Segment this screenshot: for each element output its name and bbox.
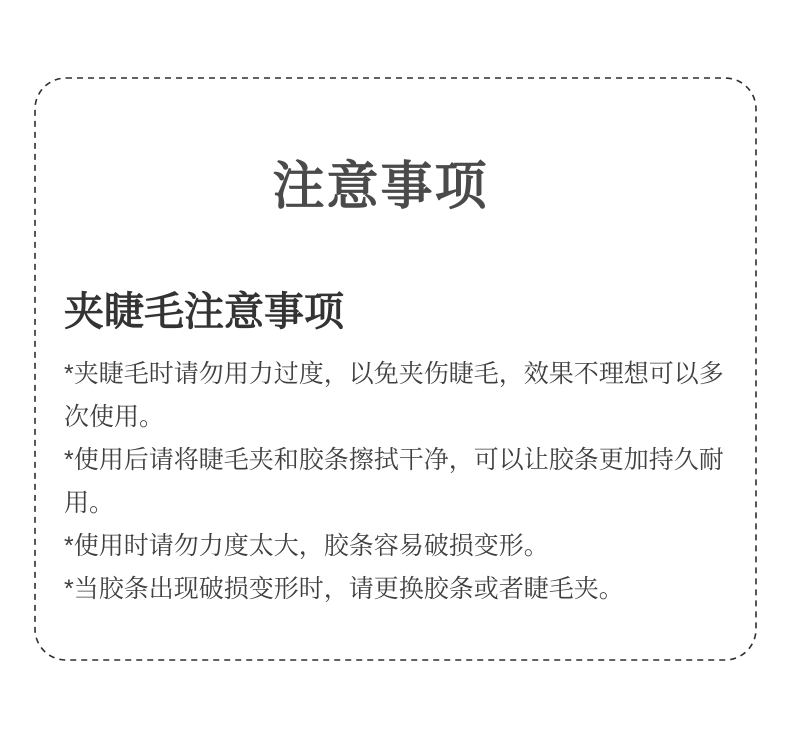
section-heading: 夹睫毛注意事项: [64, 290, 344, 334]
notice-item: *当胶条出现破损变形时，请更换胶条或者睫毛夹。: [64, 575, 624, 603]
notice-list: [64, 353, 727, 611]
notice-title: 注意事项: [272, 158, 489, 216]
notice-content: [34, 77, 757, 661]
notice-item: *使用时请勿力度太大，胶条容易破损变形。: [64, 532, 549, 560]
notice-item: *使用后请将睫毛夹和胶条擦拭干净，可以让胶条更加持久耐用。: [64, 446, 724, 517]
notice-item: *夹睫毛时请勿用力过度，以免夹伤睫毛，效果不理想可以多次使用。: [64, 360, 724, 431]
notice-panel: [34, 77, 757, 661]
